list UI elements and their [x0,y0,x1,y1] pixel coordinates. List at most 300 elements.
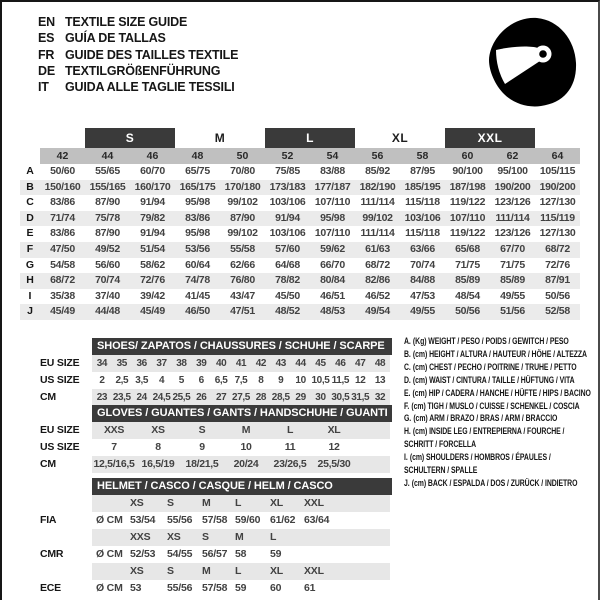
size-group-label: L [265,128,355,148]
size-value-cell: 59/62 [320,242,345,255]
size-value-cell: 103/106 [404,211,441,224]
size-value-cell: 72/76 [545,258,570,271]
shoes-value-cell: 30,5 [331,392,350,403]
size-value-cell: 62/66 [230,258,255,271]
gloves-value-cell: 11 [284,441,296,453]
shoes-value-cell: 11,5 [331,375,349,386]
shoes-value-cell: 27,5 [232,392,250,403]
helmet-value-cell: 58 [235,548,247,560]
size-value-cell: 87/95 [410,165,435,177]
row-letter: B [26,180,34,193]
size-value-cell: 87/90 [95,227,120,240]
size-value-cell: 49/54 [365,305,390,318]
helmet-size-label: S [167,497,174,509]
language-code: EN [38,15,55,29]
size-value-cell: 76/80 [230,274,255,287]
size-header-spacer [20,148,40,164]
legend-text: (cm) HIP / CADERA / HANCHE / HÜFTE / HIPS / BACINO [412,387,591,399]
row-letter: E [26,227,34,240]
shoes-value-cell: 28,5 [271,392,290,403]
shoes-value-cell: 2 [99,375,105,386]
size-value-cell: 50/60 [50,165,75,177]
size-value-cell: 79/82 [140,211,165,224]
language-code: FR [38,47,55,62]
shoes-value-cell: 32 [374,392,386,403]
helmet-value-cell: 57/58 [202,514,228,526]
size-value-cell: 46/52 [365,289,390,302]
size-value-cell: 123/126 [494,227,531,240]
shoes-row [40,389,392,406]
racing-helmet-icon [483,14,579,110]
size-value-cell: 37/40 [95,289,120,302]
diameter-unit-label: Ø CM [96,514,123,526]
size-value-cell: 53/56 [185,242,210,255]
gloves-value-cell: 12,5/16,5 [93,458,135,470]
size-value-cell: 90/100 [452,165,483,177]
size-value-cell: 105/115 [539,165,576,177]
size-value-cell: 99/102 [227,227,258,240]
legend-item [404,375,598,388]
size-value-cell: 51/54 [140,242,165,255]
helmet-size-cells [92,529,390,546]
helmet-value-cell: 53/54 [130,514,156,526]
size-group-label: XXL [445,128,535,148]
diameter-unit-label: Ø CM [96,582,123,594]
row-letter: I [28,289,32,302]
size-value-cell: 75/85 [275,165,300,177]
legend-key: J. [404,477,410,489]
size-value-cell: 39/42 [140,289,165,302]
size-value-cell: 49/55 [500,289,525,302]
legend-text: (cm) BACK / ESPALDA / DOS / ZURÜCK / INDIETRO [411,477,578,489]
size-value-cell: 60/64 [185,258,210,271]
helmet-size-label: XXS [130,531,151,543]
helmet-size-row [40,563,392,580]
helmet-standard-label: ECE [40,582,61,594]
legend-text: (cm) WAIST / CINTURA / TAILLE / HÜFTUNG / VITA [412,374,575,386]
size-value-cell: 82/86 [365,274,390,287]
legend-text: (cm) ARM / BRAZO / BRAS / ARM / BRACCIO [413,413,558,425]
size-value-cell: 41/45 [185,289,210,302]
legend-line [404,413,598,426]
helmet-value-cell: 63/64 [304,514,330,526]
legend-line [404,401,598,414]
size-value-cell: 185/195 [404,180,441,193]
row-letter: G [25,258,35,271]
size-value-cell: 87/91 [545,274,570,287]
gloves-value-cell: S [198,424,206,436]
size-value-cell: 70/80 [230,165,255,177]
size-value-cell: 190/200 [539,180,576,193]
size-value-cell: 83/86 [50,196,75,209]
shoes-value-cell: 2,5 [115,375,129,386]
helmet-value-row [40,580,392,597]
shoes-row-label: US SIZE [40,374,80,386]
size-value-cell: 44/48 [95,305,120,318]
helmet-size-label: M [235,531,244,543]
gloves-value-cell: 25,5/30 [317,458,351,470]
helmet-value-cell [304,546,390,563]
size-value-cell: 46/51 [320,289,345,302]
size-table-row [20,273,580,289]
language-row [38,30,238,46]
helmet-value-cell: 57/58 [202,582,228,594]
size-value-cell: 83/86 [50,227,75,240]
legend-item [404,349,598,362]
size-value-cell: 182/190 [359,180,396,193]
helmet-value-cell: 59/60 [235,514,261,526]
size-value-cell: 115/119 [540,211,575,224]
row-letter: D [26,211,34,224]
size-value-cell: 61/63 [365,242,390,255]
size-value-cell: 95/100 [497,165,528,177]
size-value-cell: 99/102 [362,211,393,224]
size-value-cell: 49/52 [95,242,120,255]
gloves-value-cell: 20/24 [233,458,259,470]
size-table-row [20,211,580,227]
shoes-value-cell: 13 [374,375,386,386]
legend-key: H. [404,426,411,438]
language-code: DE [38,63,55,78]
legend-item [404,426,598,452]
helmet-size-label: M [202,497,211,509]
legend-line [404,336,598,349]
size-value-cell: 50/56 [545,289,570,302]
shoes-value-cell: 44 [295,358,306,369]
helmet-size-label: M [202,565,211,577]
size-value-cell: 111/114 [360,227,395,240]
shoes-value-cell: 8 [258,375,264,386]
legend-text: (cm) SHOULDERS / HOMBROS / ÉPAULES / [409,452,551,464]
gloves-row-label: EU SIZE [40,424,80,436]
helmet-value-cell: 52/53 [130,548,156,560]
size-value-cell: 71/75 [455,258,480,271]
size-value-cell: 83/86 [185,211,210,224]
size-column-header: 64 [535,148,580,164]
size-table-row [20,289,580,305]
legend-key: B. [404,348,411,360]
helmet-size-label: XS [167,531,181,543]
size-value-cell: 58/62 [140,258,165,271]
size-value-cell: 177/187 [314,180,351,193]
size-value-cell: 165/175 [179,180,216,193]
size-header-row [20,148,580,164]
helmet-size-label: XS [130,497,144,509]
size-column-header: 50 [220,148,265,164]
shoes-value-cell: 36 [136,358,147,369]
guide-title: TEXTILE SIZE GUIDE [65,15,188,29]
legend-item [404,401,598,414]
helmet-standard-label: CMR [40,548,64,560]
gloves-value-cell: M [241,424,251,436]
helmet-unit-spacer [92,563,130,580]
size-value-cell: 123/126 [494,196,531,209]
size-value-cell: 111/114 [495,211,530,224]
size-value-cell: 48/54 [455,289,480,302]
shoes-cells [92,372,390,389]
gloves-cells [92,456,390,473]
size-value-cell: 47/50 [50,242,75,255]
legend-key: G. [404,413,412,425]
size-value-cell: 111/114 [360,196,395,209]
size-group-label: M [214,131,226,145]
gloves-cells [92,422,390,439]
legend-text-continued: SCHRITT / FORCELLA [404,439,476,451]
shoes-cells [92,389,390,406]
guide-title: GUÍA DE TALLAS [65,31,166,46]
helmet-size-label: L [235,565,242,577]
shoes-value-cell: 34 [96,358,108,369]
helmet-size-row [40,529,392,546]
shoes-value-cell: 43 [275,358,286,369]
shoes-value-cell: 10,5 [311,375,330,386]
row-letter: J [27,305,33,318]
size-value-cell: 56/60 [95,258,120,271]
size-value-cell: 54/58 [50,258,75,271]
gloves-value-cell: 8 [155,441,161,453]
shoes-table [40,338,392,406]
diameter-unit-label: Ø CM [96,548,123,560]
shoes-value-cell: 48 [374,358,386,369]
helmet-value-cells [92,546,390,563]
legend-item [404,413,598,426]
size-column-header: 44 [85,148,130,164]
gloves-value-cell: 12 [328,441,340,453]
size-value-cell: 43/47 [230,289,255,302]
size-value-cell: 48/52 [275,305,300,318]
size-value-cell: 75/78 [95,211,120,224]
size-value-cell: 70/74 [410,258,435,271]
legend-key: E. [404,387,411,399]
size-value-cell: 70/74 [95,274,120,287]
legend-text-continued: SCHULTERN / SPALLE [404,465,478,477]
size-value-cell: 83/88 [320,165,345,177]
shoes-value-cell: 30 [315,392,326,403]
size-value-cell: 46/50 [185,305,210,318]
shoes-value-cell: 9 [278,375,284,386]
legend-item [404,336,598,349]
shoes-cells [92,355,390,372]
shoes-value-cell: 3,5 [135,375,148,386]
gloves-row-label: US SIZE [40,441,80,453]
helmet-size-label: S [167,565,174,577]
shoes-row [40,372,392,389]
size-value-cell: 71/75 [500,258,525,271]
size-value-cell: 119/122 [449,196,486,209]
legend-item [404,478,598,491]
guide-title: GUIDA ALLE TAGLIE TESSILI [65,80,235,95]
size-value-cell: 71/74 [50,211,75,224]
legend-line [404,478,598,491]
helmet-size-row-spacer [40,529,92,546]
size-value-cell: 52/58 [545,305,570,318]
size-column-header: 56 [355,148,400,164]
helmet-size-label: S [202,531,209,543]
gloves-row [40,422,392,439]
shoes-value-cell: 23 [96,392,108,403]
helmet-size-label: XXL [304,565,324,577]
row-letter: C [26,196,34,209]
helmet-standard-label: FIA [40,514,57,526]
size-table-row [20,258,580,274]
size-table-row [20,180,580,196]
legend-text: (cm) INSIDE LEG / ENTREPIERNA / FOURCHE / [412,426,565,438]
size-table-row [20,195,580,211]
size-value-cell: 47/53 [410,289,435,302]
legend-key: I. [404,452,408,464]
shoes-value-cell: 6 [198,375,204,386]
guide-title: TEXTILGRÖßENFÜHRUNG [65,63,221,78]
row-letter: A [26,165,34,177]
legend-line [404,452,598,465]
size-value-cell: 127/130 [539,227,576,240]
row-letter: F [26,242,34,255]
racing-helmet-graphic [483,14,579,110]
size-table-row [20,164,580,180]
helmet-value-cell: 61/62 [270,514,296,526]
size-value-cell: 95/98 [185,196,210,209]
size-column-header: 54 [310,148,355,164]
legend-line [404,362,598,375]
size-value-cell: 80/84 [320,274,345,287]
helmet-value-cell: 53 [130,582,142,594]
legend-line [404,375,598,388]
helmet-value-row [40,546,392,563]
shoes-value-cell: 47 [355,358,366,369]
size-value-cell: 91/94 [140,196,165,209]
helmet-value-cell: 56/57 [202,548,228,560]
shoes-value-cell: 45 [315,358,326,369]
size-value-cell: 60/70 [140,165,165,177]
size-column-header: 52 [265,148,310,164]
helmet-value-cell: 61 [304,582,316,594]
size-value-cell: 51/56 [500,305,525,318]
helmet-value-row [40,512,392,529]
gloves-value-cell: L [286,424,294,436]
shoes-value-cell: 27 [215,392,227,403]
shoes-table-title: SHOES/ ZAPATOS / CHAUSSURES / SCHUHE / SCARPE [92,338,392,355]
gloves-row [40,456,392,473]
legend-key: A. [404,336,411,347]
size-value-cell: 160/170 [134,180,171,193]
helmet-size-label: XL [270,565,284,577]
helmet-size-label: L [235,497,242,509]
shoes-value-cell: 38 [176,358,187,369]
helmet-value-cell: 54/55 [167,548,193,560]
shoes-value-cell: 41 [235,358,247,369]
legend-line [404,349,598,362]
shoes-value-cell: 28 [255,392,267,403]
size-value-cell: 45/49 [140,305,165,318]
size-column-header: 46 [130,148,175,164]
legend-key: D. [404,374,411,386]
helmet-size-row [40,495,392,512]
size-value-cell: 103/106 [269,196,306,209]
gloves-value-cell: 18/21,5 [185,458,219,470]
size-value-cell: 103/106 [269,227,306,240]
size-column-header: 58 [400,148,445,164]
language-row [38,63,238,79]
gloves-value-cell: XS [151,424,165,436]
guide-title: GUIDE DES TAILLES TEXTILE [65,47,239,62]
size-value-cell: 85/89 [455,274,480,287]
size-value-cell: 35/38 [50,289,75,302]
size-value-cell: 84/88 [410,274,435,287]
size-value-cell: 47/51 [230,305,255,318]
size-table-row [20,226,580,242]
shoes-value-cell: 39 [196,358,207,369]
shoes-value-cell: 29 [295,392,306,403]
size-value-cell: 63/66 [410,242,435,255]
size-table-row [20,242,580,258]
size-column-header: 62 [490,148,535,164]
helmet-value-cells [92,580,390,597]
size-value-cell: 119/122 [449,227,486,240]
helmet-size-cells [92,495,390,512]
helmet-size-row-spacer [40,495,92,512]
shoes-value-cell: 23,5 [112,392,131,403]
size-group-label: S [85,128,175,148]
helmet-value-cells [92,512,390,529]
size-value-cell: 107/110 [314,227,351,240]
size-value-cell: 127/130 [539,196,576,209]
legend-text: (cm) HEIGHT / ALTURA / HAUTEUR / HÖHE / ALTEZZA [412,348,587,360]
size-value-cell: 187/198 [449,180,486,193]
gloves-value-cell: XXS [103,424,125,436]
size-value-cell: 85/92 [365,165,390,177]
size-value-cell: 85/89 [500,274,525,287]
size-value-cell: 50/56 [455,305,480,318]
legend-key: C. [404,361,411,373]
size-value-cell: 55/58 [230,242,255,255]
language-code: ES [38,31,55,46]
helmet-unit-spacer [92,495,130,512]
size-value-cell: 115/118 [405,196,440,209]
size-value-cell: 66/70 [320,258,345,271]
gloves-value-cell: 9 [199,441,205,453]
shoes-value-cell: 31,5 [351,392,370,403]
size-value-cell: 64/68 [275,258,300,271]
size-column-header: 60 [445,148,490,164]
size-value-cell: 107/110 [314,196,351,209]
legend-text: (cm) CHEST / PECHO / POITRINE / TRUHE / PETTO [412,361,577,373]
gloves-value-cell: 16,5/19 [141,458,175,470]
size-value-cell: 45/50 [275,289,300,302]
size-value-cell: 57/60 [275,242,300,255]
size-value-cell: 115/118 [405,227,440,240]
size-value-cell: 173/183 [269,180,306,193]
size-value-cell: 74/78 [185,274,210,287]
helmet-unit-spacer [92,529,130,546]
helmet-table-title: HELMET / CASCO / CASQUE / HELM / CASCO [92,478,392,495]
size-group-row [20,128,580,148]
gloves-table [40,405,392,473]
shoes-value-cell: 24 [136,392,147,403]
gloves-value-cell: 23/26,5 [273,458,307,470]
helmet-standards-table [40,478,392,597]
size-value-cell: 87/90 [95,196,120,209]
helmet-size-label: XS [130,565,144,577]
shoes-value-cell: 42 [255,358,267,369]
language-code: IT [38,80,49,95]
legend-item [404,452,598,478]
helmet-value-cell: 60 [270,582,282,594]
shoes-value-cell: 40 [215,358,227,369]
shoes-row-label: EU SIZE [40,357,80,369]
size-value-cell: 65/75 [185,165,210,177]
gloves-value-cell: 7 [111,441,117,453]
helmet-size-row-spacer [40,563,92,580]
